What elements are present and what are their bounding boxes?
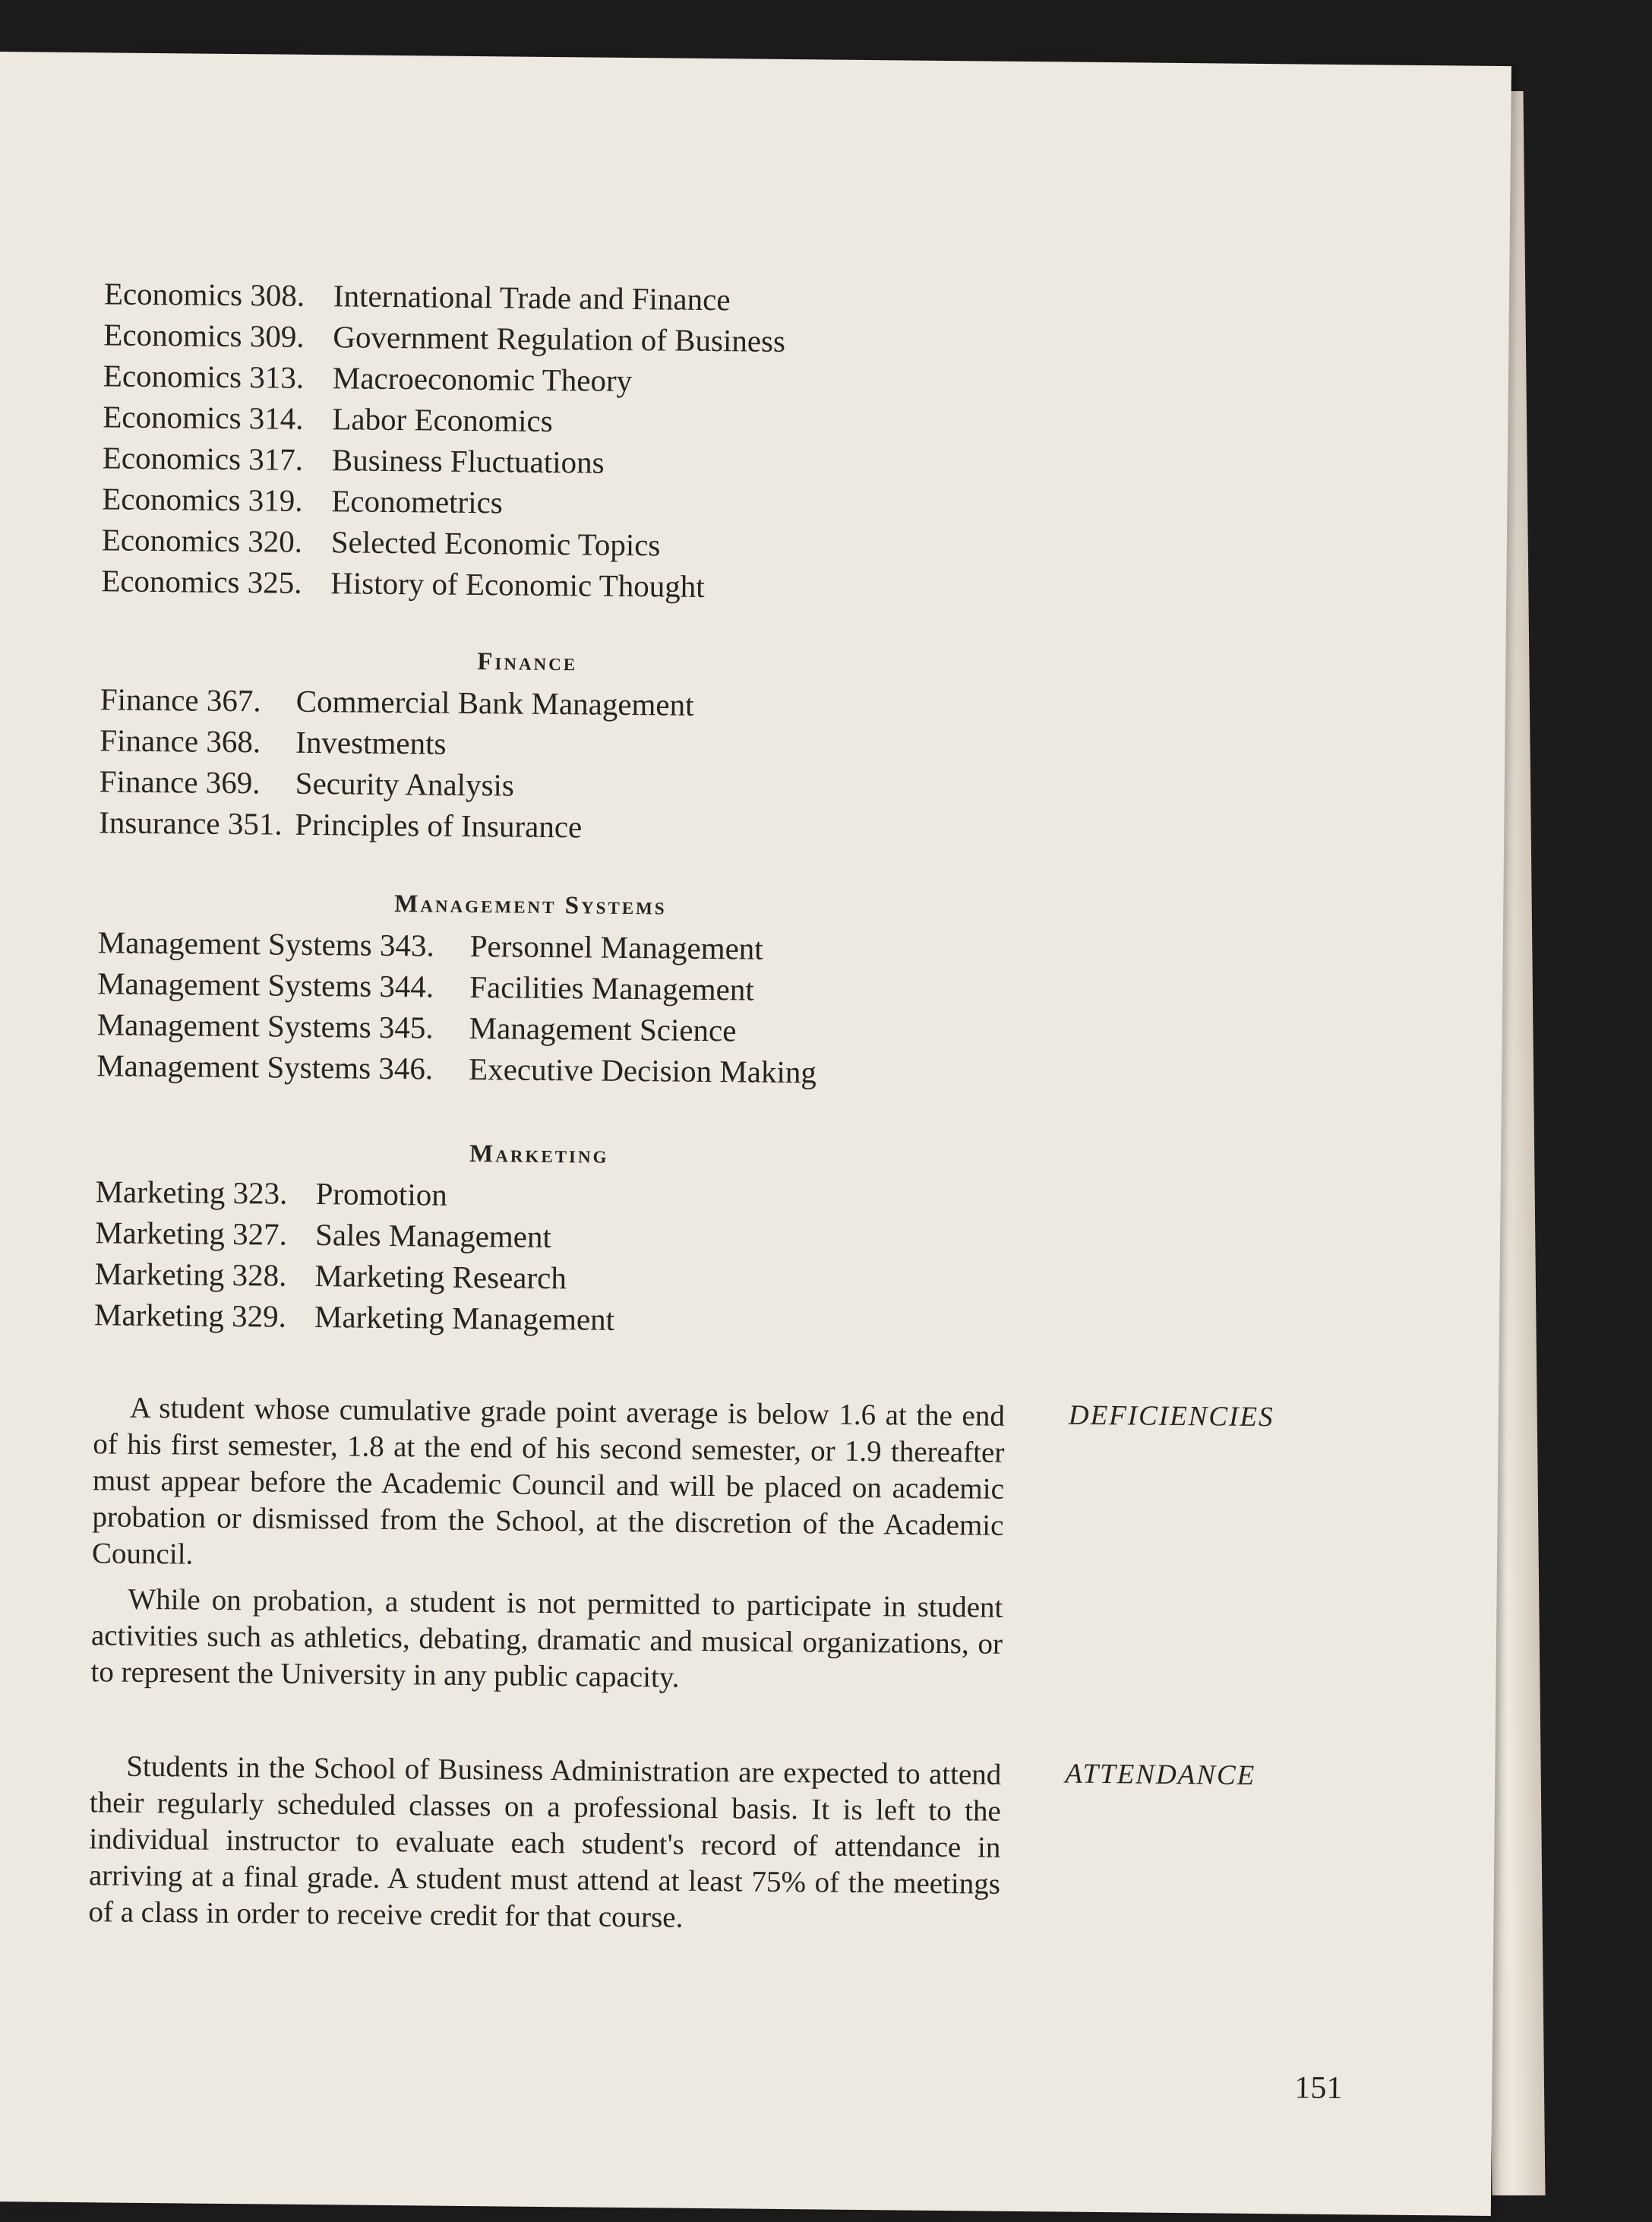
- course-code: Economics 308.: [103, 276, 305, 313]
- deficiencies-section: [90, 1389, 1445, 1703]
- course-title: International Trade and Finance: [333, 278, 731, 318]
- course-title: Government Regulation of Business: [333, 319, 786, 359]
- course-code: Economics 319.: [102, 481, 303, 518]
- deficiencies-label: DEFICIENCIES: [1068, 1399, 1275, 1433]
- management-systems-course-list: [96, 921, 1450, 1098]
- course-code: Management Systems 343.: [97, 925, 434, 963]
- course-code: Marketing 323.: [95, 1174, 288, 1211]
- course-code: Management Systems 346.: [96, 1048, 434, 1086]
- course-code: Management Systems 345.: [96, 1007, 434, 1045]
- course-title: Principles of Insurance: [295, 806, 583, 845]
- course-code: Marketing 327.: [94, 1215, 288, 1252]
- finance-heading: Finance: [477, 648, 578, 677]
- course-code: Management Systems 344.: [97, 966, 434, 1004]
- course-title: Executive Decision Making: [468, 1051, 817, 1090]
- paragraph: Students in the School of Business Administration are expected to attend their regularly scheduled classes on a professional basis. It is left to the individual instructor to evaluate each student's record of attendance in arriving at a final grade. A student must attend at least 75% of the meetings of a class in order to receive credit for that course.: [88, 1749, 1002, 1934]
- paragraph: While on probation, a student is not permitted to participate in student activities such as athletics, debating, dramatic and musical organizations, or to represent the University in any public capacity.: [90, 1582, 1003, 1694]
- course-code: Economics 320.: [101, 522, 303, 559]
- course-code: Insurance 351.: [99, 804, 283, 842]
- course-code: Finance 369.: [99, 763, 261, 801]
- course-code: Finance 368.: [99, 722, 261, 760]
- course-code: Marketing 328.: [94, 1256, 287, 1293]
- course-title: Personnel Management: [469, 928, 763, 966]
- attendance-section: [88, 1748, 1442, 1943]
- attendance-text: [88, 1748, 1001, 1939]
- attendance-label: ATTENDANCE: [1065, 1758, 1256, 1791]
- marketing-course-list: [94, 1171, 1448, 1348]
- book-page: [0, 52, 1511, 2216]
- course-code: Economics 317.: [102, 440, 304, 477]
- course-title: Business Fluctuations: [331, 442, 605, 480]
- course-title: Labor Economics: [332, 401, 553, 439]
- paragraph: A student whose cumulative grade point average is below 1.6 at the end of his first semester, 1.8 at the end of his second semester, or 1.9 thereafter must appear before the Academic Council and will be placed on academic probation or dismissed from the School, at the discretion of the Academic Council.: [91, 1391, 1006, 1571]
- page-content: [88, 273, 1456, 1952]
- course-title: Investments: [295, 724, 447, 761]
- marketing-heading: Marketing: [469, 1140, 609, 1169]
- course-title: Selected Economic Topics: [330, 524, 661, 563]
- course-code: Finance 367.: [99, 681, 261, 719]
- course-title: Marketing Management: [314, 1299, 615, 1337]
- management-systems-heading: Management Systems: [394, 890, 667, 921]
- course-code: Economics 314.: [103, 399, 304, 436]
- deficiencies-text: [90, 1389, 1005, 1699]
- course-code: Marketing 329.: [93, 1297, 287, 1334]
- course-title: Promotion: [315, 1176, 447, 1212]
- course-title: Facilities Management: [469, 969, 755, 1007]
- course-code: Economics 313.: [103, 358, 305, 395]
- course-title: Marketing Research: [314, 1258, 567, 1296]
- course-title: Sales Management: [314, 1217, 552, 1255]
- course-code: Economics 325.: [101, 563, 302, 600]
- economics-course-list: [101, 273, 1456, 614]
- course-title: Management Science: [469, 1010, 737, 1048]
- course-title: Econometrics: [331, 483, 503, 520]
- course-title: Security Analysis: [295, 765, 515, 803]
- page-number: 151: [1294, 2070, 1343, 2107]
- course-title: Commercial Bank Management: [295, 683, 694, 722]
- course-code: Economics 309.: [103, 317, 305, 354]
- finance-course-list: [99, 678, 1452, 855]
- course-title: Macroeconomic Theory: [332, 360, 633, 399]
- course-title: History of Economic Thought: [330, 565, 705, 604]
